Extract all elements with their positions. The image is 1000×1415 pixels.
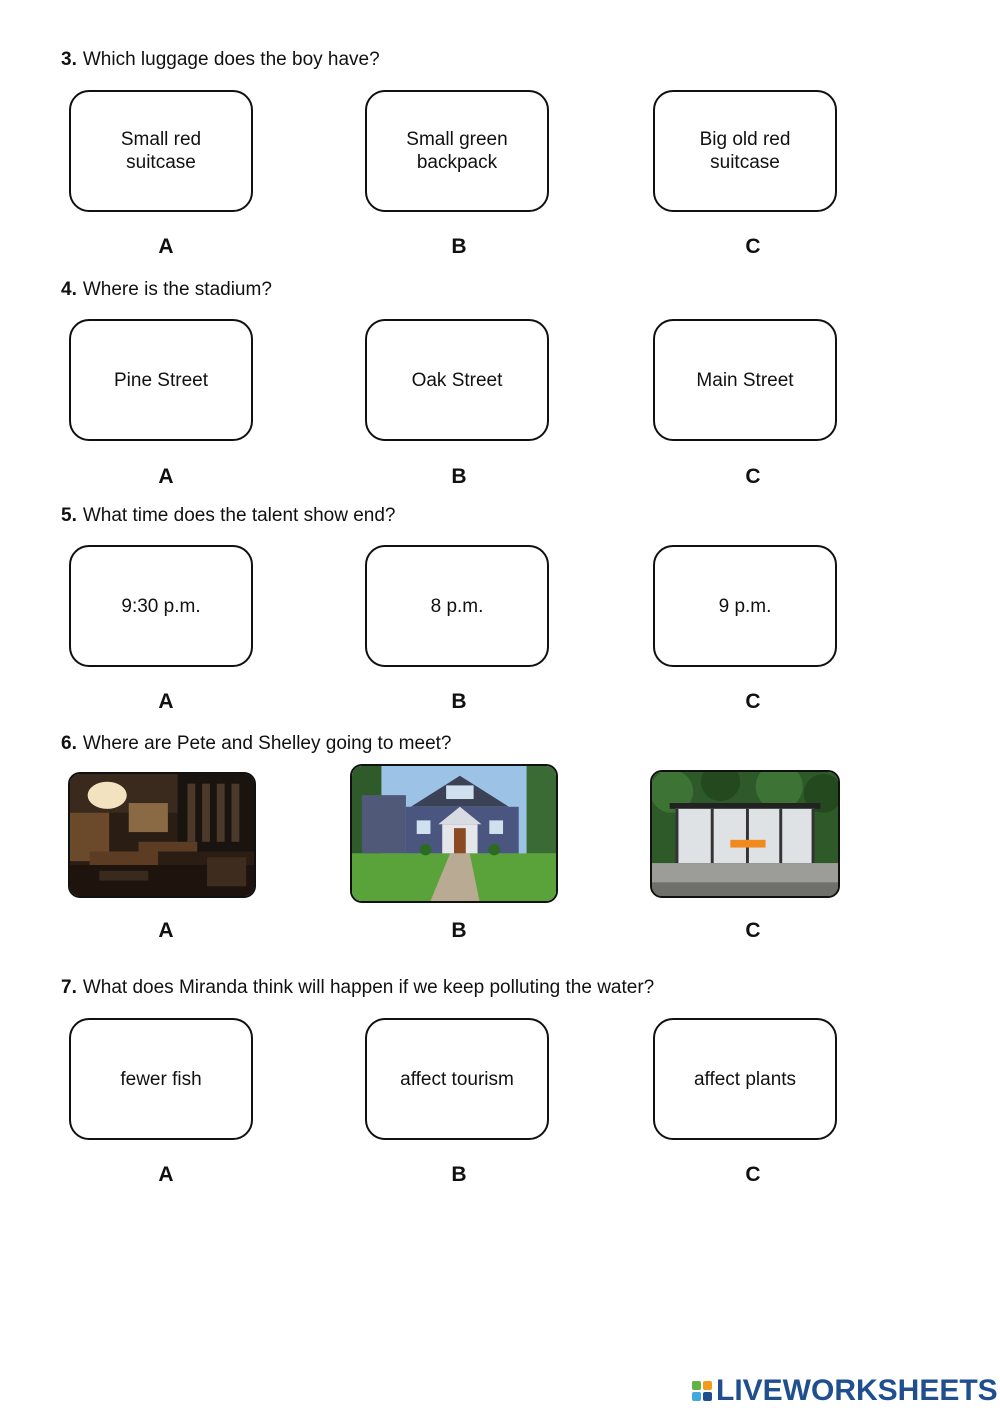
question-text: What does Miranda think will happen if we keep polluting the water? xyxy=(82,977,655,998)
question-number: 5. xyxy=(61,505,77,526)
restaurant-image[interactable] xyxy=(68,772,256,898)
question-4 xyxy=(61,279,272,301)
option-3a[interactable]: Small red suitcase xyxy=(69,90,253,212)
question-7 xyxy=(61,977,654,999)
option-letter-b: B xyxy=(451,1163,467,1186)
liveworksheets-logo[interactable] xyxy=(692,1376,998,1406)
option-5c[interactable]: 9 p.m. xyxy=(653,545,837,667)
option-letter-b: B xyxy=(451,465,467,488)
option-4a[interactable]: Pine Street xyxy=(69,319,253,441)
logo-text: LIVEWORKSHEETS xyxy=(716,1374,998,1407)
option-4b[interactable]: Oak Street xyxy=(365,319,549,441)
question-text: Where are Pete and Shelley going to meet? xyxy=(82,733,452,754)
question-number: 4. xyxy=(61,279,77,300)
question-6 xyxy=(61,733,451,755)
option-letter-c: C xyxy=(745,465,761,488)
option-letter-c: C xyxy=(745,235,761,258)
option-7c[interactable]: affect plants xyxy=(653,1018,837,1140)
question-number: 7. xyxy=(61,977,77,998)
question-text: What time does the talent show end? xyxy=(82,505,396,526)
question-5 xyxy=(61,505,396,527)
option-letter-a: A xyxy=(158,465,174,488)
option-5a[interactable]: 9:30 p.m. xyxy=(69,545,253,667)
question-3 xyxy=(61,49,380,71)
liveworksheets-grid-icon xyxy=(692,1381,712,1401)
option-letter-b: B xyxy=(451,235,467,258)
option-letter-a: A xyxy=(158,235,174,258)
option-3c[interactable]: Big old red suitcase xyxy=(653,90,837,212)
option-letter-a: A xyxy=(158,690,174,713)
option-letter-a: A xyxy=(158,919,174,942)
question-number: 6. xyxy=(61,733,77,754)
option-letter-c: C xyxy=(745,1163,761,1186)
option-letter-a: A xyxy=(158,1163,174,1186)
option-3b[interactable]: Small green backpack xyxy=(365,90,549,212)
option-letter-b: B xyxy=(451,919,467,942)
option-4c[interactable]: Main Street xyxy=(653,319,837,441)
option-5b[interactable]: 8 p.m. xyxy=(365,545,549,667)
house-image[interactable] xyxy=(350,764,558,903)
option-letter-c: C xyxy=(745,919,761,942)
question-text: Which luggage does the boy have? xyxy=(82,49,380,70)
option-letter-c: C xyxy=(745,690,761,713)
question-text: Where is the stadium? xyxy=(82,279,272,300)
option-letter-b: B xyxy=(451,690,467,713)
option-7b[interactable]: affect tourism xyxy=(365,1018,549,1140)
bus-stop-image[interactable] xyxy=(650,770,840,898)
question-number: 3. xyxy=(61,49,77,70)
option-7a[interactable]: fewer fish xyxy=(69,1018,253,1140)
